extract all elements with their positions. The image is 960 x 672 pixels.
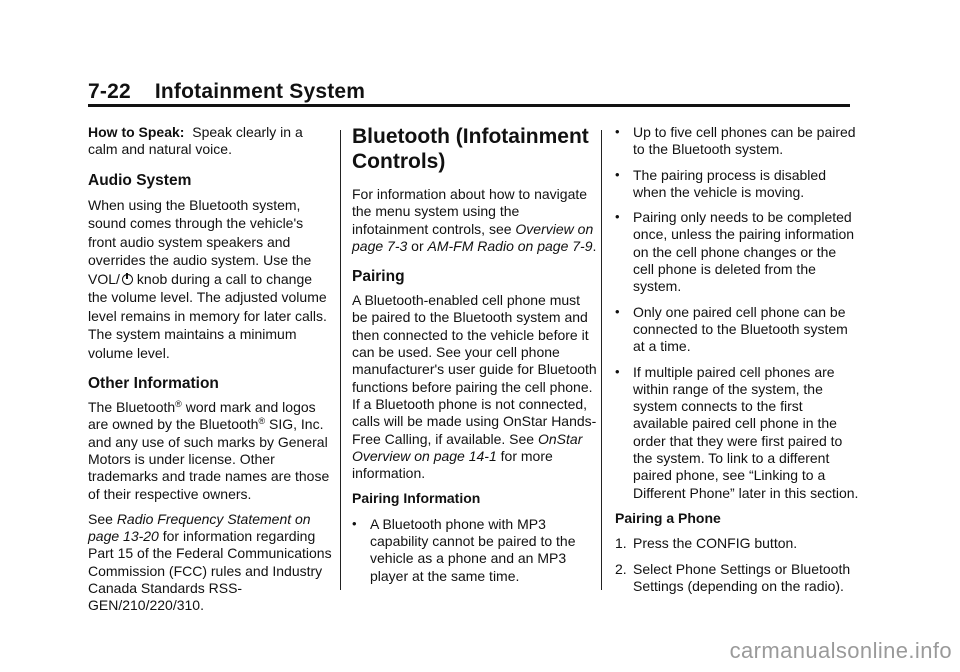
- intro-end: .: [592, 237, 597, 254]
- how-text: Speak clearly in a calm and natural voice.: [88, 124, 303, 158]
- pairing-info-list-continued: [615, 124, 861, 502]
- see-b: for information regarding Part 15 of the Federal Communications Commission (FCC) rules and Industry Canada Standards RSS-GEN/210/220/310.: [88, 528, 332, 614]
- list-item: • Only one paired cell phone can be connected to the Bluetooth system at a time.: [615, 304, 861, 356]
- pairing-info-list: [352, 516, 598, 585]
- list-item: • Up to five cell phones can be paired to the Bluetooth system.: [615, 124, 861, 159]
- power-knob-icon: [122, 274, 133, 285]
- step-item: 1. Press the CONFIG button.: [615, 535, 861, 552]
- see-a: See: [88, 510, 117, 527]
- column-left: [88, 124, 334, 623]
- column-middle: [352, 124, 598, 593]
- pairing-a-phone-heading: Pairing a Phone: [615, 509, 721, 526]
- overview-link[interactable]: Overview on page 7-3: [352, 220, 594, 254]
- page-number: 7-22: [88, 80, 131, 103]
- other-a: The Bluetooth: [88, 399, 176, 416]
- pairing-b: for more information.: [352, 447, 553, 482]
- page-header: [88, 80, 365, 104]
- column-divider-1: [340, 130, 341, 590]
- step-item: 2. Select Phone Settings or Bluetooth Settings (depending on the radio).: [615, 561, 861, 596]
- onstar-overview-link[interactable]: OnStar Overview on page 14-1: [352, 430, 583, 464]
- other-information-text: [88, 399, 334, 503]
- column-right: [615, 124, 861, 603]
- bluetooth-title: Bluetooth (Infotainment Controls): [352, 125, 589, 173]
- other-information-heading: Other Information: [88, 375, 219, 393]
- pairing-heading: Pairing: [352, 268, 405, 286]
- list-item: • The pairing process is disabled when the vehicle is moving.: [615, 167, 861, 202]
- watermark: carmanualsonline.info: [729, 638, 952, 663]
- audio-text-a: When using the Bluetooth system, sound comes through the vehicle's front audio system speakers and overrides the audio system. Use the VOL/: [88, 196, 312, 287]
- am-fm-radio-link[interactable]: AM-FM Radio on page 7-9: [427, 237, 593, 254]
- intro-a: For information about how to navigate the menu system using the infotainment controls, see: [352, 186, 588, 237]
- pairing-a: A Bluetooth-enabled cell phone must be paired to the Bluetooth system and then connected to the vehicle before it can be used. See your cell phone manufacturer's user guide for Bluetooth functions before pairing the cell phone. If a Bluetooth phone is not connected, calls will be made using OnStar Hands-Free Calling, if available. See: [352, 292, 597, 447]
- intro-text: [352, 186, 598, 255]
- pairing-steps: [615, 535, 861, 595]
- audio-text-b: knob during a call to change the volume level. The adjusted volume level remains in memory for later calls. The system maintains a minimum volume level.: [88, 270, 327, 361]
- list-item: • If multiple paired cell phones are within range of the system, the system connects to the first available paired cell phone in the order that they were first paired to the system. To link to a different paired phone, see “Linking to a Different Phone” later in this section.: [615, 364, 861, 502]
- other-c: SIG, Inc. and any use of such marks by General Motors is under license. Other trademarks and trade names are those of their respective owners.: [88, 416, 330, 502]
- column-divider-2: [601, 130, 602, 590]
- pairing-information-heading: Pairing Information: [352, 490, 481, 507]
- audio-system-text: [88, 196, 334, 363]
- how-to-speak: [88, 124, 334, 159]
- how-label: How to Speak:: [88, 124, 185, 140]
- section-title: Infotainment System: [154, 80, 366, 103]
- see-radio-frequency: [88, 511, 334, 615]
- radio-frequency-link[interactable]: Radio Frequency Statement on page 13-20: [88, 510, 311, 545]
- list-item: • Pairing only needs to be completed once, unless the pairing information on the cell phone changes or the cell phone is deleted from the system.: [615, 209, 861, 295]
- list-item: • A Bluetooth phone with MP3 capability cannot be paired to the vehicle as a phone and an MP3 player at the same time.: [352, 516, 598, 585]
- registered-mark: ®: [258, 416, 266, 427]
- pairing-text: [352, 292, 598, 482]
- intro-or: or: [407, 237, 428, 254]
- registered-mark: ®: [175, 399, 182, 410]
- header-rule: [88, 104, 850, 107]
- other-b: word mark and logos are owned by the Bluetooth: [88, 399, 316, 433]
- audio-system-heading: Audio System: [88, 171, 192, 189]
